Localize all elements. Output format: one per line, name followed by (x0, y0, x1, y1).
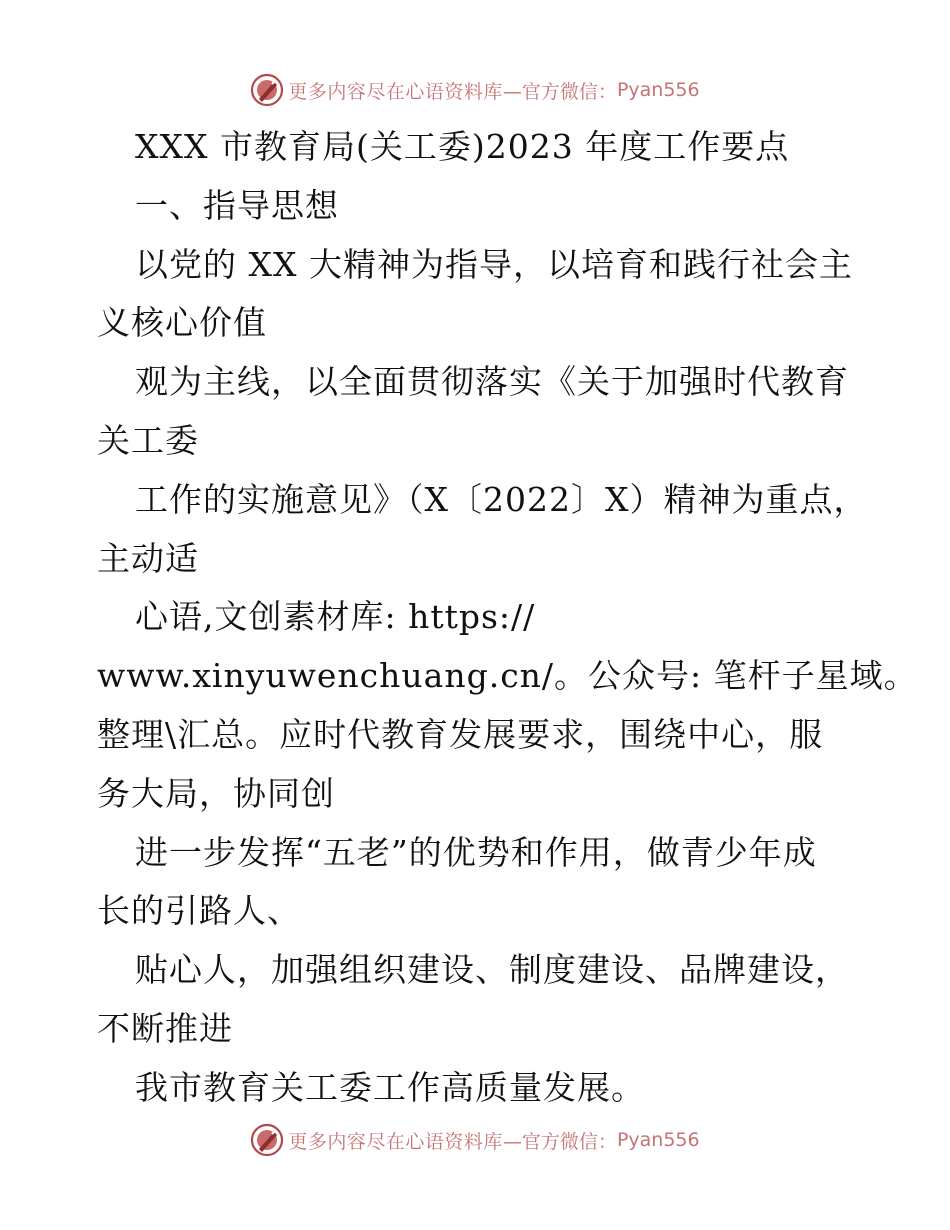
pen-logo-icon (250, 1123, 284, 1157)
document-line: 一、指导思想 (135, 185, 339, 225)
document-line: 以党的 XX 大精神为指导，以培育和践行社会主 (135, 244, 853, 284)
document-line: 主动适 (97, 538, 199, 578)
document-line: 心语,文创素材库: https:// (135, 597, 536, 637)
watermark-separator: —官方微信： (502, 1130, 617, 1153)
document-line: 工作的实施意见》（X〔2022〕X）精神为重点， (135, 479, 868, 519)
watermark-separator: —官方微信： (502, 80, 617, 103)
document-line: www.xinyuwenchuang.cn/。公众号: 笔杆子星域。 (97, 656, 918, 696)
document-line: 进一步发挥“五老”的优势和作用，做青少年成 (135, 832, 817, 872)
document-line: 不断推进 (97, 1008, 233, 1048)
document-line: 贴心人，加强组织建设、制度建设、品牌建设， (135, 950, 849, 990)
watermark-wechat-handle: Pyan556 (616, 1129, 700, 1151)
document-line: 义核心价值 (97, 303, 267, 343)
document-line: 整理\汇总。应时代教育发展要求，围绕中心，服 (97, 714, 824, 754)
document-line: 观为主线，以全面贯彻落实《关于加强时代教育 (135, 362, 849, 402)
header-watermark (0, 70, 950, 110)
watermark-main-text: 更多内容尽在心语资料库 (288, 1130, 503, 1153)
watermark-wechat-handle: Pyan556 (616, 79, 700, 101)
document-line: XXX 市教育局(关工委)2023 年度工作要点 (135, 127, 790, 166)
document-line: 长的引路人、 (97, 891, 301, 931)
pen-logo-icon (250, 73, 284, 107)
document-line: 务大局，协同创 (97, 773, 335, 813)
footer-watermark (0, 1120, 950, 1160)
document-body (97, 118, 918, 1118)
document-line: 关工委 (97, 420, 199, 460)
document-line: 我市教育关工委工作高质量发展。 (135, 1067, 645, 1107)
watermark-main-text: 更多内容尽在心语资料库 (288, 80, 503, 103)
